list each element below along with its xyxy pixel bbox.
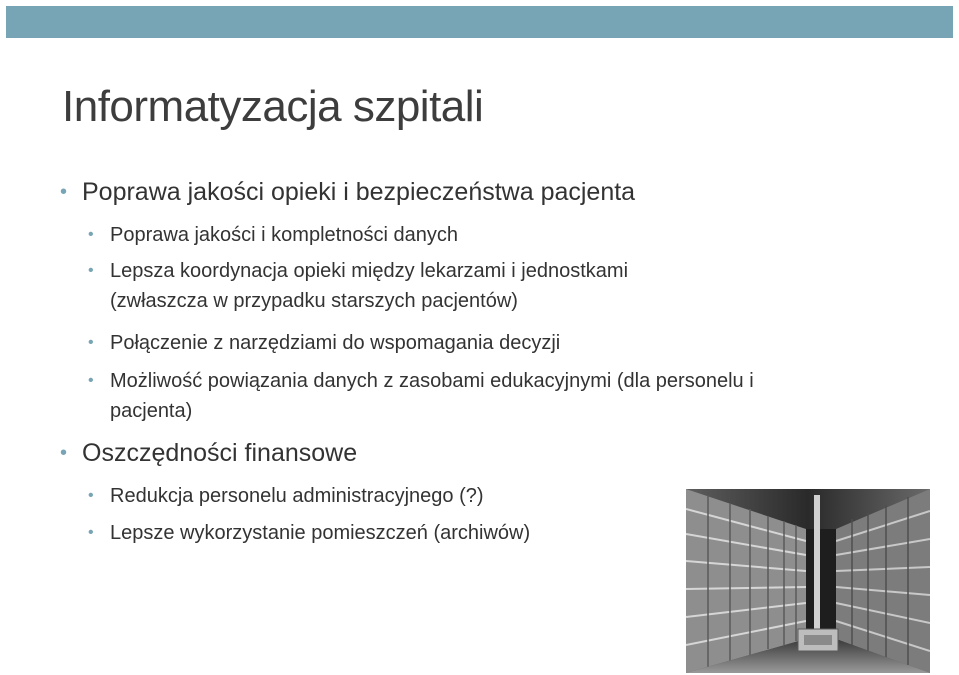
bullet-text: Połączenie z narzędziami do wspomagania decyzji bbox=[110, 332, 561, 354]
slide-title: Informatyzacja szpitali bbox=[62, 82, 484, 131]
bullet-item bbox=[88, 366, 900, 396]
bullet-dot-icon: • bbox=[88, 334, 94, 351]
bullet-continuation bbox=[110, 396, 900, 426]
bullet-dot-icon: • bbox=[88, 262, 94, 279]
bullet-dot-icon: • bbox=[88, 524, 94, 541]
bullet-text: Redukcja personelu administracyjnego (?) bbox=[110, 485, 484, 507]
bullet-dot-icon: • bbox=[60, 181, 68, 203]
bullet-continuation bbox=[110, 286, 900, 316]
bullet-item bbox=[60, 438, 358, 468]
bullet-item bbox=[60, 177, 636, 207]
bullet-item bbox=[88, 256, 900, 286]
bullet-dot-icon: • bbox=[88, 226, 94, 243]
archive-shelves-photo bbox=[686, 489, 930, 673]
bullet-text: Lepsza koordynacja opieki między lekarzami i jednostkami bbox=[110, 260, 629, 282]
bullet-text: Lepsze wykorzystanie pomieszczeń (archiwów) bbox=[110, 522, 531, 544]
bullet-text: Poprawa jakości i kompletności danych bbox=[110, 224, 458, 246]
bullet-dot-icon: • bbox=[88, 487, 94, 504]
archive-shelves-icon bbox=[686, 489, 930, 673]
bullet-text: (zwłaszcza w przypadku starszych pacjentów) bbox=[110, 290, 518, 312]
bullet-text: Oszczędności finansowe bbox=[82, 439, 358, 467]
bullet-text: Poprawa jakości opieki i bezpieczeństwa pacjenta bbox=[82, 178, 636, 206]
bullet-text: pacjenta) bbox=[110, 400, 193, 422]
bullet-text: Możliwość powiązania danych z zasobami edukacyjnymi (dla personelu i bbox=[110, 370, 754, 392]
bullet-item bbox=[88, 328, 900, 358]
bullet-dot-icon: • bbox=[60, 442, 68, 464]
bullet-dot-icon: • bbox=[88, 372, 94, 389]
bullet-item bbox=[88, 220, 900, 250]
